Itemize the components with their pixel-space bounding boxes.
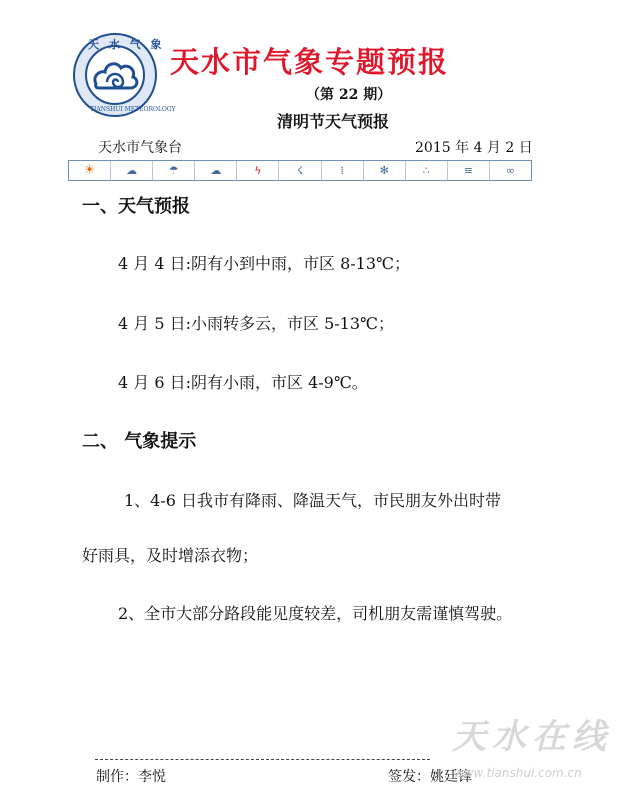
tip-line: 2、全市大部分路段能见度较差，司机朋友需谨慎驾驶。 xyxy=(118,604,513,623)
watermark-url: www.tianshui.com.cn xyxy=(454,766,582,780)
issue-date: 2015 年 4 月 2 日 xyxy=(415,140,533,156)
rain-icon: ⁞ xyxy=(322,161,364,180)
footer-maker: 制作：李悦 xyxy=(96,769,166,785)
forecast-line: 4 月 5 日:小雨转多云，市区 5-13℃； xyxy=(118,314,394,333)
weather-icon-bar xyxy=(68,160,532,181)
overcast-icon: ☁ xyxy=(195,161,237,180)
snow-icon: ✻ xyxy=(364,161,406,180)
lightning-icon: ϟ xyxy=(237,161,279,180)
sleet-icon: ∴ xyxy=(406,161,448,180)
watermark-text: 天水在线 xyxy=(452,717,612,757)
footer-divider xyxy=(95,759,430,760)
rain-cloud-icon: ☂ xyxy=(153,161,195,180)
section-heading-forecast: 一、天气预报 xyxy=(82,196,190,217)
sun-icon: ☀ xyxy=(69,161,111,180)
issuing-agency: 天水市气象台 xyxy=(98,140,182,156)
issue-number: （第 22 期） xyxy=(306,87,392,103)
tip-line: 1、4-6 日我市有降雨、降温天气，市民朋友外出时带 xyxy=(124,491,502,510)
storm-icon: ☇ xyxy=(279,161,321,180)
logo-top-text: 天 水 气 象 xyxy=(88,38,165,51)
forecast-line: 4 月 4 日:阴有小到中雨，市区 8-13℃； xyxy=(118,254,410,273)
fog-icon: ≡ xyxy=(448,161,490,180)
report-subtitle: 清明节天气预报 xyxy=(277,112,390,131)
forecast-line: 4 月 6 日:阴有小雨，市区 4-9℃。 xyxy=(118,373,368,392)
section-heading-tips: 二、 气象提示 xyxy=(82,431,197,452)
haze-icon: ∞ xyxy=(505,164,516,177)
cloud-icon: ☁ xyxy=(111,161,153,180)
report-title: 天水市气象专题预报 xyxy=(170,45,450,79)
footer-signer: 签发：姚廷锋 xyxy=(388,769,472,785)
tip-line: 好雨具，及时增添衣物； xyxy=(82,546,259,565)
logo-ring-text: TIANSHUI METEOROLOGY xyxy=(90,106,176,113)
